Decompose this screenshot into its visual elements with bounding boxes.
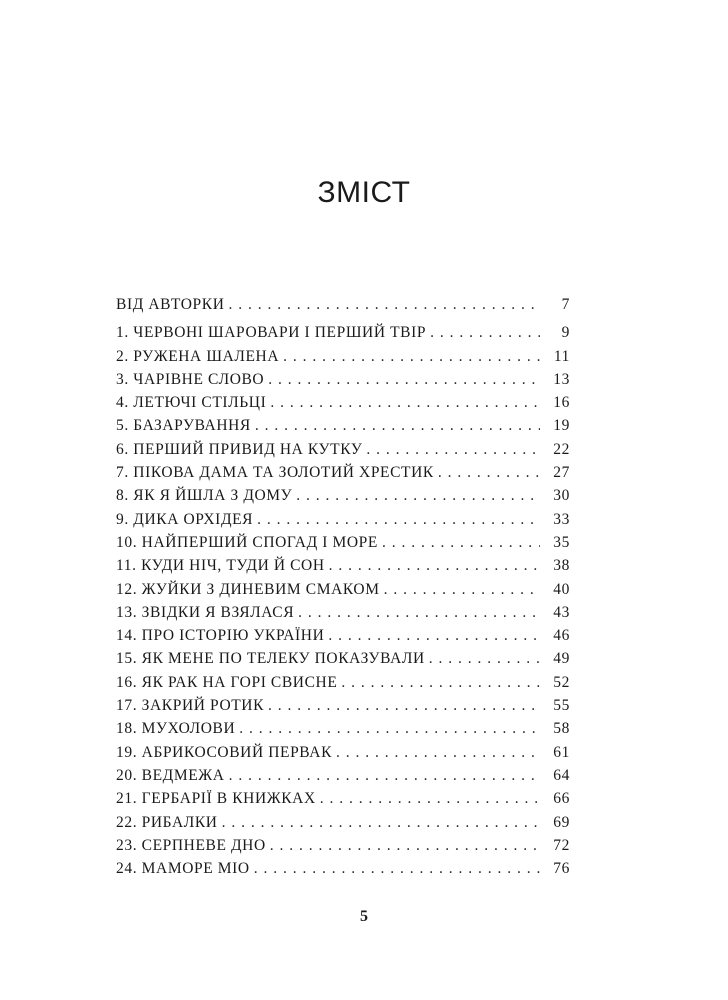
dot-leader — [341, 671, 540, 694]
dot-leader — [283, 345, 540, 368]
dot-leader — [270, 391, 540, 414]
toc-entry-page: 38 — [553, 557, 570, 575]
toc-entry-title: 16. ЯК РАК НА ГОРІ СВИСНЕ — [116, 673, 338, 691]
toc-entry-page: 69 — [553, 813, 570, 831]
toc-entry[interactable] — [116, 834, 570, 857]
toc-entry-page: 58 — [553, 720, 570, 738]
toc-entry-page: 30 — [553, 487, 570, 505]
toc-entry-title: 14. ПРО ІСТОРІЮ УКРАЇНИ — [116, 627, 325, 645]
toc-entry-page: 35 — [553, 533, 570, 551]
toc-entry-page: 72 — [553, 836, 570, 854]
toc-entry-title: 19. АБРИКОСОВИЙ ПЕРВАК — [116, 743, 333, 761]
dot-leader — [222, 811, 540, 834]
toc-entry-title: 8. ЯК Я ЙШЛА З ДОМУ — [116, 487, 293, 505]
toc-entry[interactable] — [116, 787, 570, 810]
toc-entry-title: 21. ГЕРБАРІЇ В КНИЖКАХ — [116, 790, 316, 808]
toc-entry-title: 5. БАЗАРУВАННЯ — [116, 417, 251, 435]
toc-entry-page: 43 — [553, 603, 570, 621]
dot-leader — [254, 857, 540, 880]
dot-leader — [329, 554, 540, 577]
dot-leader — [229, 764, 540, 787]
toc-entry-page: 13 — [553, 370, 570, 388]
toc-entry[interactable] — [116, 671, 570, 694]
toc-entry[interactable] — [116, 647, 570, 670]
toc-entry-page: 7 — [561, 296, 570, 313]
toc-entry[interactable] — [116, 601, 570, 624]
toc-entry-page: 66 — [553, 790, 570, 808]
toc-entry-page: 16 — [553, 394, 570, 412]
toc-entry[interactable] — [116, 508, 570, 531]
toc-entry-page: 40 — [553, 580, 570, 598]
toc-entry-title: 15. ЯК МЕНЕ ПО ТЕЛЕКУ ПОКАЗУВАЛИ — [116, 650, 425, 668]
toc-entry-page: 33 — [553, 510, 570, 528]
dot-leader — [239, 717, 540, 740]
toc-entry-page: 27 — [553, 464, 570, 482]
toc-entry[interactable] — [116, 414, 570, 437]
dot-leader — [382, 531, 540, 554]
toc-entry[interactable] — [116, 764, 570, 787]
toc-entry[interactable] — [116, 438, 570, 461]
toc-entry-title: 10. НАЙПЕРШИЙ СПОГАД І МОРЕ — [116, 533, 378, 551]
toc-entry-title: 4. ЛЕТЮЧІ СТІЛЬЦІ — [116, 394, 267, 412]
toc-entry[interactable] — [116, 811, 570, 834]
toc-entry[interactable] — [116, 694, 570, 717]
table-of-contents — [116, 293, 570, 880]
dot-leader — [255, 414, 540, 437]
dot-leader — [257, 508, 540, 531]
toc-entry-title: 13. ЗВІДКИ Я ВЗЯЛАСЯ — [116, 603, 295, 621]
toc-entry[interactable] — [116, 531, 570, 554]
dot-leader — [328, 624, 540, 647]
dot-leader — [296, 484, 540, 507]
toc-entry-page: 52 — [553, 673, 570, 691]
toc-entry-title: 9. ДИКА ОРХІДЕЯ — [116, 510, 254, 528]
toc-entry-preface[interactable] — [116, 293, 570, 316]
toc-entry-title: 20. ВЕДМЕЖА — [116, 766, 225, 784]
toc-entry[interactable] — [116, 717, 570, 740]
dot-leader — [430, 321, 540, 344]
toc-entry-page: 22 — [553, 440, 570, 458]
toc-entry-page: 76 — [553, 860, 570, 878]
dot-leader — [268, 368, 540, 391]
toc-entry-page: 49 — [553, 650, 570, 668]
dot-leader — [229, 293, 541, 316]
toc-entry-page: 19 — [553, 417, 570, 435]
dot-leader — [384, 578, 540, 601]
toc-entry-page: 46 — [553, 627, 570, 645]
toc-heading: ЗМІСТ — [317, 176, 411, 209]
dot-leader — [429, 647, 540, 670]
toc-entry[interactable] — [116, 578, 570, 601]
dot-leader — [366, 438, 540, 461]
toc-entry[interactable] — [116, 857, 570, 880]
toc-entry[interactable] — [116, 554, 570, 577]
toc-entry-title: 22. РИБАЛКИ — [116, 813, 218, 831]
toc-entry-title: 2. РУЖЕНА ШАЛЕНА — [116, 347, 280, 365]
toc-entry-title: 12. ЖУЙКИ З ДИНЕВИМ СМАКОМ — [116, 580, 380, 598]
toc-entry-page: 9 — [561, 324, 570, 342]
toc-entry[interactable] — [116, 345, 570, 368]
page-number: 5 — [360, 908, 368, 925]
toc-entry-title: 18. МУХОЛОВИ — [116, 720, 236, 738]
dot-leader — [320, 787, 540, 810]
toc-entry-title: 7. ПІКОВА ДАМА ТА ЗОЛОТИЙ ХРЕСТИК — [116, 464, 434, 482]
dot-leader — [438, 461, 540, 484]
dot-leader — [270, 834, 540, 857]
toc-entry[interactable] — [116, 368, 570, 391]
toc-entry-title: 3. ЧАРІВНЕ СЛОВО — [116, 370, 265, 388]
toc-entry[interactable] — [116, 391, 570, 414]
toc-entry-page: 64 — [553, 766, 570, 784]
toc-entry[interactable] — [116, 484, 570, 507]
toc-entry[interactable] — [116, 321, 570, 344]
dot-leader — [268, 694, 540, 717]
dot-leader — [298, 601, 540, 624]
toc-entry-page: 61 — [553, 743, 570, 761]
toc-list — [116, 321, 570, 880]
toc-entry-title: 6. ПЕРШИЙ ПРИВИД НА КУТКУ — [116, 440, 363, 458]
dot-leader — [336, 741, 540, 764]
toc-entry-title: 23. СЕРПНЕВЕ ДНО — [116, 836, 266, 854]
toc-entry-title: ВІД АВТОРКИ — [116, 296, 225, 313]
toc-entry-title: 1. ЧЕРВОНІ ШАРОВАРИ І ПЕРШИЙ ТВІР — [116, 324, 427, 342]
toc-entry-page: 11 — [553, 347, 570, 365]
toc-entry-title: 11. КУДИ НІЧ, ТУДИ Й СОН — [116, 557, 325, 575]
toc-entry[interactable] — [116, 741, 570, 764]
toc-entry-title: 17. ЗАКРИЙ РОТИК — [116, 697, 265, 715]
toc-entry[interactable] — [116, 624, 570, 647]
toc-entry[interactable] — [116, 461, 570, 484]
toc-entry-title: 24. МАМОРЕ МІО — [116, 860, 250, 878]
toc-entry-page: 55 — [553, 697, 570, 715]
